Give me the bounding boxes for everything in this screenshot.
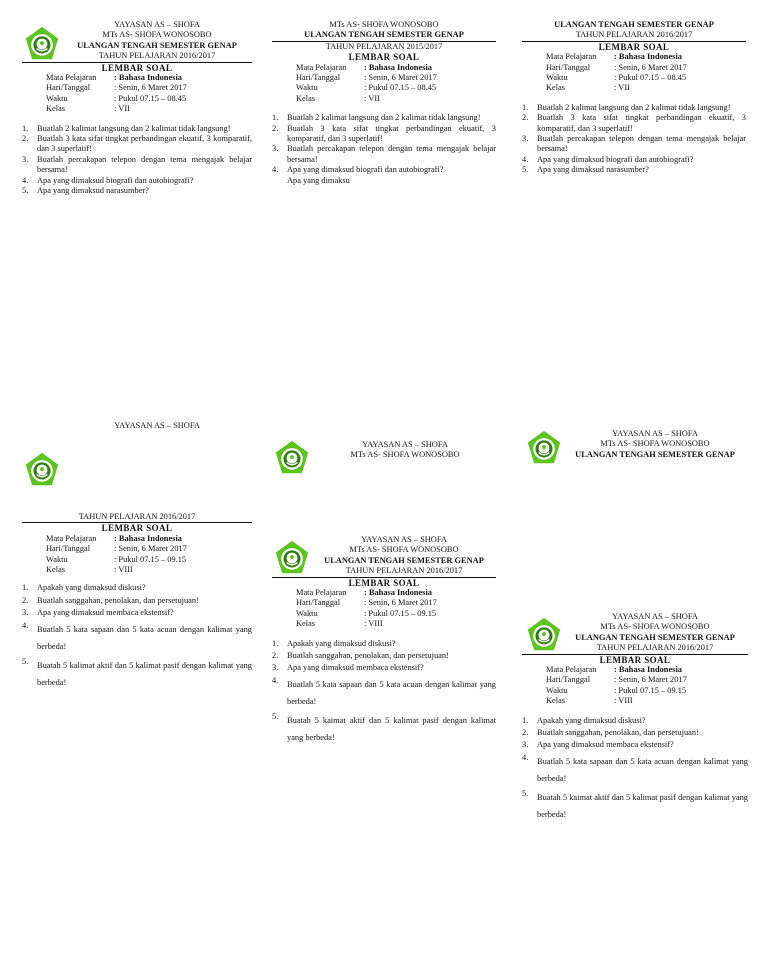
waktu-value: : Pukul 07.15 – 09.15	[364, 608, 437, 618]
question-item: 1. Apakah yang dimaksud diskusi?	[272, 638, 396, 648]
header-mts: MTs AS- SHOFA WONOSOBO	[600, 622, 710, 632]
question-item: 5. Apa yang dimaksud narasumber?	[522, 165, 649, 175]
header-yayasan: YAYASAN AS – SHOFA	[361, 535, 447, 544]
question-item: 5. Apa yang dimaksud narasumber?	[22, 186, 149, 196]
mapel-value: : Bahasa Indonesia	[614, 52, 682, 62]
waktu-value: : Pukul 07.15 – 09.15	[614, 685, 687, 695]
header-mts: MTs AS- SHOFA WONOSOBO	[102, 30, 212, 40]
question-item: 4. Apa yang dimaksud biografi dan autobiografi?	[22, 175, 194, 185]
question-item: 1. Buatlah 2 kalimat langsung dan 2 kalimat tidak langsung!	[272, 113, 481, 123]
sheet-bottom-middle-header	[310, 440, 500, 461]
kelas-value: : VIII	[364, 619, 383, 629]
header-yayasan: YAYASAN AS – SHOFA	[612, 612, 698, 621]
question-item: 1. Buatlah 2 kalimat langsung dan 2 kalimat tidak langsung!	[22, 123, 231, 133]
mapel-value: : Bahasa Indonesia	[614, 665, 682, 675]
mapel-value: : Bahasa Indonesia	[114, 533, 182, 543]
question-item: 3. Buatlah percakapan telepon dengan tema mengajak belajar bersama!	[522, 134, 746, 154]
question-list	[522, 716, 748, 823]
lembar-soal-title: LEMBAR SOAL	[101, 62, 173, 73]
question-item: 2. Buatlah sanggahan, penolakan, dan persetujuan!	[272, 651, 449, 661]
header-tahun: TAHUN PELAJARAN 2016/2017	[78, 512, 196, 521]
kelas-value: : VIII	[114, 565, 133, 575]
header-uts: ULANGAN TENGAH SEMESTER GENAP	[324, 555, 484, 565]
question-item: 3. Apa yang dimaksud membaca ekstensif?	[272, 663, 424, 673]
header-tahun: TAHUN PELAJARAN 2016/2017	[596, 643, 714, 653]
kelas-value: : VIII	[614, 696, 633, 706]
hari-value: : Senin, 6 Maret 2017	[614, 675, 687, 685]
header-uts: ULANGAN TENGAH SEMESTER GENAP	[554, 20, 714, 29]
sheet-bottom-left	[22, 512, 252, 693]
question-item: 3. Buatlah percakapan telepon dengan tema mengajak belajar bersama!	[22, 154, 252, 175]
question-item: 2. Buatlah sanggahan, penolakan, dan persetujuan!	[522, 728, 699, 738]
mapel-label: Mata Pelajaran	[296, 588, 347, 598]
question-item: 1. Buatlah 2 kalimat langsung dan 2 kalimat tidak langsung!	[522, 102, 731, 112]
header-tahun: TAHUN PELAJARAN 2016/2017	[575, 30, 693, 40]
question-item: 1. Apakah yang dimaksud diskusi?	[522, 715, 646, 725]
question-item: 5. Buatah 5 kalimat aktif dan 5 kalimat pasif dengan kalimat yang berbeda!	[22, 656, 252, 687]
kelas-label: Kelas	[46, 104, 66, 114]
sheet-bottom-right	[522, 612, 748, 825]
lembar-soal-title: LEMBAR SOAL	[598, 41, 670, 52]
waktu-value: : Pukul 07.15 – 08.45	[114, 93, 187, 103]
question-item: 5. Buatah 5 kaimat aktif dan 5 kalimat pasif dengan kalimat yang berbeda!	[522, 788, 748, 819]
question-list	[272, 639, 496, 746]
mapel-label: Mata Pelajaran	[46, 73, 97, 83]
question-list	[522, 103, 746, 176]
question-item: 2. Buatlah sanggahan, penolakan, dan persetujuan!	[22, 595, 199, 605]
question-list	[272, 113, 496, 186]
waktu-value: : Pukul 07.15 – 08.45	[614, 73, 687, 83]
mapel-label: Mata Pelajaran	[296, 62, 347, 72]
kelas-label: Kelas	[546, 696, 566, 706]
info-table	[296, 588, 496, 630]
header-uts: ULANGAN TENGAH SEMESTER GENAP	[575, 632, 735, 642]
question-item: 4. Apa yang dimaksud biografi dan autobiografi?	[522, 154, 694, 164]
sheet-top-left	[22, 20, 252, 197]
question-item: 1. Apakah yang dimaksud diskusi?	[22, 583, 146, 593]
question-item: 2. Buatlah 3 kata sifat tingkat perbandingan ekuatif, 3 komparatif, dan 3 superlatif!	[22, 134, 252, 154]
question-list	[22, 583, 252, 690]
lembar-soal-title: LEMBAR SOAL	[348, 577, 420, 588]
header-yayasan: YAYASAN AS – SHOFA	[114, 20, 200, 29]
mapel-label: Mata Pelajaran	[46, 533, 97, 543]
waktu-label: Waktu	[546, 685, 568, 695]
question-list	[22, 124, 252, 197]
hari-value: : Senin, 6 Maret 2017	[614, 62, 687, 72]
kelas-label: Kelas	[546, 83, 566, 93]
kelas-label: Kelas	[296, 619, 316, 629]
question-item: 3. Apa yang dimaksud membaca ekstensif?	[522, 740, 674, 750]
school-logo-icon	[274, 440, 310, 476]
mapel-value: : Bahasa Indonesia	[114, 73, 182, 83]
question-item: 3. Apa yang dimaksud membaca ekstensif?	[22, 608, 174, 618]
header-yayasan: YAYASAN AS – SHOFA	[612, 429, 698, 438]
header-mts: MTs AS- SHOFA WONOSOBO	[350, 450, 460, 460]
hari-label: Hari/Tanggal	[546, 62, 591, 72]
info-table	[546, 52, 746, 94]
kelas-label: Kelas	[296, 93, 316, 103]
kelas-label: Kelas	[46, 565, 66, 575]
kelas-value: : VII	[364, 93, 380, 103]
kelas-value: : VII	[614, 83, 630, 93]
mapel-label: Mata Pelajaran	[546, 52, 597, 62]
header-mts: MTs AS- SHOFA WONOSOBO	[600, 439, 710, 449]
mapel-value: : Bahasa Indonesia	[364, 62, 432, 72]
question-item: 2. Buatlah 3 kata sifat tingkat perbandingan ekuatif, 3 komparatif, dan 3 superlatif!	[272, 123, 496, 144]
waktu-label: Waktu	[546, 73, 568, 83]
sheet-bottom-right-header	[560, 429, 750, 460]
hari-label: Hari/Tanggal	[46, 83, 91, 93]
hari-label: Hari/Tanggal	[296, 598, 341, 608]
waktu-value: : Pukul 07.15 – 08.45	[364, 83, 437, 93]
question-item: 4. Apa yang dimaksud biografi dan autobiografi?	[272, 165, 444, 175]
waktu-label: Waktu	[46, 93, 68, 103]
header-mts: MTs AS- SHOFA WONOSOBO	[349, 545, 459, 555]
sheet-bottom-middle	[272, 535, 496, 748]
waktu-label: Waktu	[296, 83, 318, 93]
mapel-label: Mata Pelajaran	[546, 665, 597, 675]
hari-value: : Senin, 6 Maret 2017	[364, 598, 437, 608]
question-item: 4. Buatlah 5 kata sapaan dan 5 kata acuan dengan kalimat yang berbeda!	[272, 675, 496, 706]
info-table	[46, 73, 252, 115]
sheet-top-middle	[272, 20, 496, 186]
hari-value: : Senin, 6 Maret 2017	[364, 73, 437, 83]
hari-label: Hari/Tanggal	[46, 544, 91, 554]
lembar-soal-title: LEMBAR SOAL	[101, 523, 173, 534]
header-yayasan: YAYASAN AS – SHOFA	[362, 440, 448, 449]
header-uts: ULANGAN TENGAH SEMESTER GENAP	[575, 449, 735, 459]
lembar-soal-title: LEMBAR SOAL	[599, 654, 671, 665]
header-uts: ULANGAN TENGAH SEMESTER GENAP	[304, 30, 464, 40]
question-item: 4. Buatlah 5 kata sapaan dan 5 kata acuan dengan kalimat yang berbeda!	[522, 752, 748, 783]
question-item: 2. Buatlah 3 kata sifat tingkat perbandingan ekuatif, 3 komparatif, dan 3 superlatif!	[522, 113, 746, 133]
school-logo-icon	[24, 452, 60, 488]
info-table	[296, 63, 496, 105]
header-mts: MTs AS- SHOFA WONOSOBO	[329, 20, 439, 29]
school-logo-icon	[526, 430, 562, 466]
waktu-value: : Pukul 07.15 – 09.15	[114, 554, 187, 564]
question-item: 3. Buatlah percakapan telepon dengan tema mengajak belajar bersama!	[272, 144, 496, 164]
sheet-top-right	[522, 20, 746, 176]
question-item: 5. Buatah 5 kaimat aktif dan 5 kalimat pasif dengan kalimat yang berbeda!	[272, 711, 496, 742]
hari-value: : Senin, 6 Maret 2017	[114, 83, 187, 93]
hari-label: Hari/Tanggal	[296, 73, 341, 83]
waktu-label: Waktu	[46, 554, 68, 564]
lembar-soal-title: LEMBAR SOAL	[348, 52, 420, 63]
mapel-value: : Bahasa Indonesia	[364, 588, 432, 598]
header-tahun: TAHUN PELAJARAN 2016/2017	[98, 51, 216, 61]
kelas-value: : VII	[114, 104, 130, 114]
header-tahun: TAHUN PELAJARAN 2016/2017	[345, 566, 463, 576]
question-item: 4. Buatlah 5 kata sapaan dan 5 kata acuan dengan kalimat yang berbeda!	[22, 620, 252, 651]
waktu-label: Waktu	[296, 608, 318, 618]
header-yayasan: YAYASAN AS – SHOFA	[114, 421, 200, 430]
header-uts: ULANGAN TENGAH SEMESTER GENAP	[77, 40, 237, 50]
header-tahun: TAHUN PELAJARAN 2015/2017	[325, 41, 443, 51]
question-item: Apa yang dimaksu	[287, 175, 350, 185]
info-table	[46, 534, 252, 576]
hari-label: Hari/Tanggal	[546, 675, 591, 685]
info-table	[546, 665, 748, 707]
hari-value: : Senin, 6 Maret 2017	[114, 544, 187, 554]
